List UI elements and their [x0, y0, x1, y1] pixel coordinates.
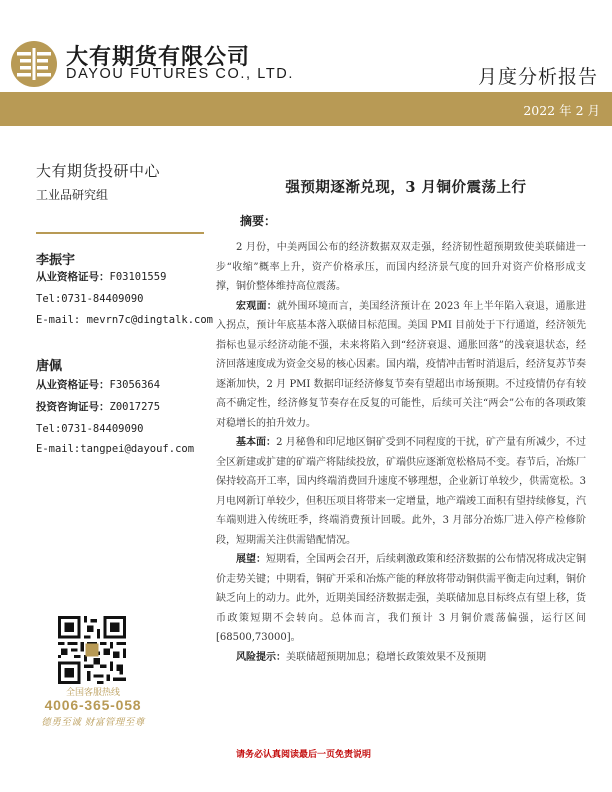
paragraph-fundamentals: 基本面：2 月秘鲁和印尼地区铜矿受到不同程度的干扰，矿产量有所减少，不过全区新建或扩建的矿端产将陆续投放，矿端供应逐渐宽松格局不变。春节后，冶炼厂保持较高开工率，国内终端消费回升速度不够理想，企业新订单较少，供需宽松。3 月电网新订单较少，但积压项目将带来一定增量，地产端竣工面积有望持续修复，汽车端则进入传统旺季，终端消费预计回暖。此外，3 月部分冶炼厂进入停产检修阶段，短期需关注供需错配情况。	[216, 437, 587, 546]
disclaimer-notice[interactable]: 请务必认真阅读最后一页免责说明	[236, 750, 372, 760]
sidebar-divider	[36, 232, 204, 234]
analyst-name: 李振宇	[36, 253, 76, 268]
paragraph-macro: 宏观面：就外围环境而言，美国经济预计在 2023 年上半年陷入衰退，通胀进入拐点，预计年底基本落入联储目标范围。美国 PMI 目前处于下行通道，经济领先指标也显示经济动能不强，未来将陷入到“经济衰退、通胀回落”的浅衰退状态，经济回落速度成为资金交易的核心因素。国内端，疫情冲击暂时消退后，经济复苏节奏逐渐加快，2 月 PMI 数据印证经济修复节奏有望超出市场预期。不过疫情仍存有较高不确定性，经济修复节奏存在反复的可能性，后续可关注“两会”公布的各项政策对稳增长的拍升效力。	[216, 300, 587, 429]
research-center: 大有期货投研中心	[36, 162, 161, 180]
analyst-cert: 从业资格证号：F3056364	[36, 379, 161, 391]
report-date: 2022 年 2 月	[523, 103, 600, 118]
abstract-label: 摘要：	[240, 214, 277, 228]
report-type: 月度分析报告	[477, 66, 598, 88]
hotline-label: 全国客服热线	[65, 688, 120, 698]
slogan: 德勇至诚 财富管理至尊	[41, 717, 145, 728]
analyst-email[interactable]: E-mail:tangpei@dayouf.com	[36, 443, 195, 455]
hotline-number[interactable]: 4006-365-058	[44, 697, 142, 713]
paragraph-outlook: 展望：短期看，全国两会召开，后续刺激政策和经济数据的公布情况将成决定铜价走势关键；中期看，铜矿开采和冶炼产能的释放将带动铜供需平衡走向过剩，铜价缺乏向上的动力。此外，近期美国经济数据走强，美联储加息目标终点有望上移，货币政策短期不会转向。总体而言，我们预计 3 月铜价震荡偏强，运行区间[68500,73000]。	[216, 554, 586, 643]
analyst-email[interactable]: E-mail: mevrn7c@dingtalk.com	[36, 314, 214, 326]
company-name-en: DAYOU FUTURES CO., LTD.	[66, 66, 294, 82]
research-group: 工业品研究组	[36, 188, 109, 202]
abstract-body	[216, 238, 586, 667]
analyst-name: 唐佩	[36, 359, 63, 374]
analyst-tel: Tel:0731-84409090	[36, 293, 144, 305]
article-title: 强预期逐渐兑现，3 月铜价震荡上行	[285, 179, 527, 196]
paragraph-summary: 2 月份，中美两国公布的经济数据双双走强，经济韧性超预期致使美联储进一步“收缩”概率上升，资产价格承压，而国内经济景气度的回升对资产价格形成支撑，铜价整体维持高位震荡。	[216, 242, 586, 292]
qr-code-icon	[58, 616, 126, 684]
company-logo-icon	[10, 40, 58, 88]
paragraph-risk: 风险提示：美联储超预期加息；稳增长政策效果不及预期	[236, 651, 486, 663]
analyst-invest-cert: 投资咨询证号：Z0017275	[36, 401, 161, 413]
analyst-cert: 从业资格证号：F03101559	[36, 271, 167, 283]
company-name-cn: 大有期货有限公司	[66, 45, 251, 70]
header-band	[0, 92, 612, 126]
analyst-tel: Tel:0731-84409090	[36, 423, 144, 435]
